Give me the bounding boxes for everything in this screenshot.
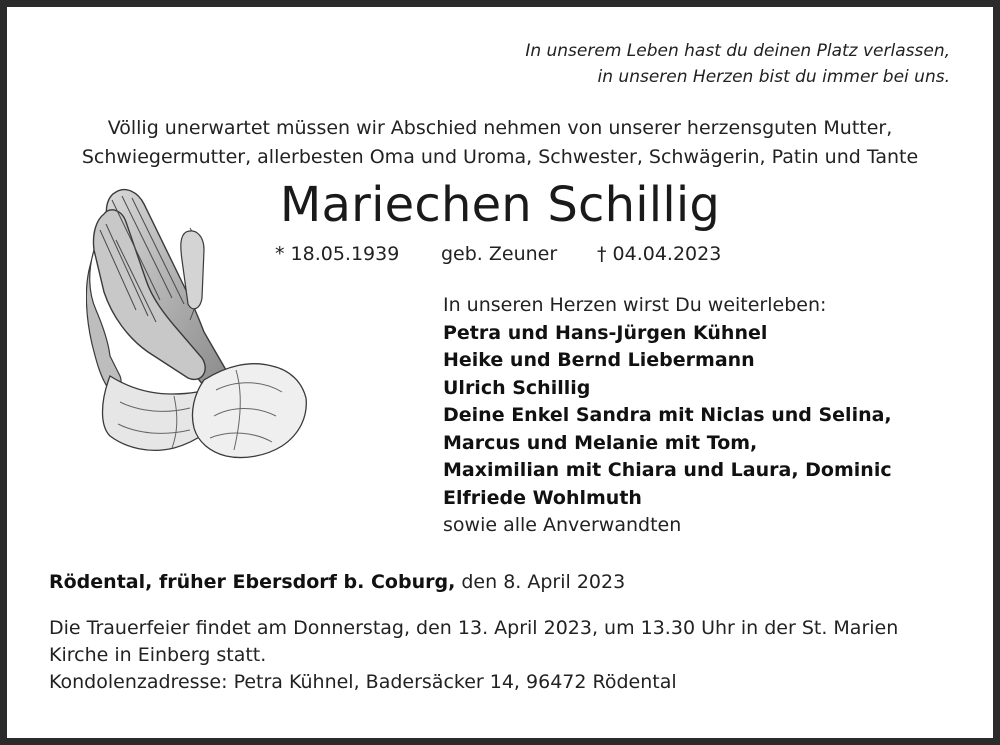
place-location: Rödental, früher Ebersdorf b. Coburg, [49,571,456,593]
deceased-name: Mariechen Schillig [279,177,721,233]
ceremony-line-1: Die Trauerfeier findet am Donnerstag, den 13. April 2023, um 13.30 Uhr in der St. Marien [49,617,899,639]
birth-date: * 18.05.1939 [275,243,400,265]
intro-line-1: Völlig unerwartet müssen wir Abschied nehmen von unserer herzensguten Mutter, [107,117,893,139]
praying-hands-icon [86,180,311,480]
place-date: den 8. April 2023 [461,571,626,593]
quote-line-1: In unserem Leben hast du deinen Platz verlassen, [525,41,950,61]
intro-text [60,114,940,172]
mourner-name: Petra und Hans-Jürgen Kühnel [443,321,768,344]
maiden-name: geb. Zeuner [441,243,558,265]
memorial-quote [525,38,950,90]
ceremony-info [49,615,949,696]
intro-line-2: Schwiegermutter, allerbesten Oma und Uroma, Schwester, Schwägerin, Patin und Tante [81,146,919,168]
death-date: † 04.04.2023 [597,243,722,265]
condolence-address: Kondolenzadresse: Petra Kühnel, Badersäcker 14, 96472 Rödental [49,671,677,693]
mourners-list [443,292,892,540]
mourners-closing: sowie alle Anverwandten [443,514,682,536]
ceremony-line-2: Kirche in Einberg statt. [49,644,267,666]
mourner-name: Elfriede Wohlmuth [443,486,642,509]
place-and-date [49,569,625,595]
mourner-name: Deine Enkel Sandra mit Niclas und Selina, [443,404,892,426]
mourner-name: Heike und Bernd Liebermann [443,349,755,371]
mourner-name: Marcus und Melanie mit Tom, [443,431,758,454]
mourner-name: Ulrich Schillig [443,376,591,399]
mourner-name: Maximilian mit Chiara und Laura, Dominic [443,459,892,481]
quote-line-2: in unseren Herzen bist du immer bei uns. [597,67,950,87]
mourners-intro: In unseren Herzen wirst Du weiterleben: [443,294,827,316]
